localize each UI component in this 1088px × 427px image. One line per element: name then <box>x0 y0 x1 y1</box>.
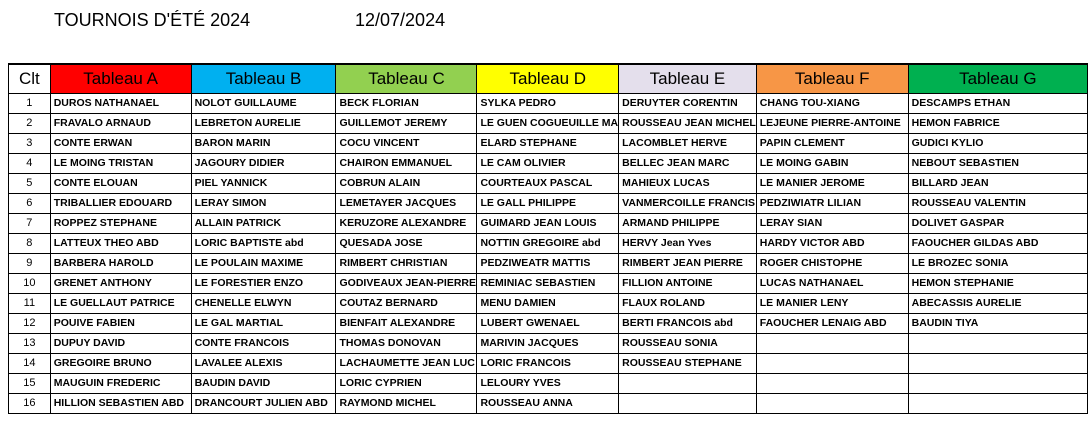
table-row <box>9 214 1088 234</box>
player-cell-f <box>756 394 908 414</box>
player-cell-f: FAOUCHER LENAIG ABD <box>756 314 908 334</box>
player-cell-d: LUBERT GWENAEL <box>477 314 619 334</box>
player-cell-c: QUESADA JOSE <box>336 234 477 254</box>
player-cell-b: DRANCOURT JULIEN ABD <box>191 394 336 414</box>
rank-cell: 6 <box>9 194 51 214</box>
column-header-g: Tableau G <box>908 64 1087 94</box>
player-cell-f: LEJEUNE PIERRE-ANTOINE <box>756 114 908 134</box>
rank-cell: 14 <box>9 354 51 374</box>
table-row <box>9 334 1088 354</box>
player-cell-g: GUDICI KYLIO <box>908 134 1087 154</box>
player-cell-a: GREGOIRE BRUNO <box>50 354 191 374</box>
player-cell-c: THOMAS DONOVAN <box>336 334 477 354</box>
player-cell-g: BAUDIN TIYA <box>908 314 1087 334</box>
player-cell-c: RIMBERT CHRISTIAN <box>336 254 477 274</box>
column-header-f: Tableau F <box>756 64 908 94</box>
header-row <box>9 64 1088 94</box>
player-cell-f: LERAY SIAN <box>756 214 908 234</box>
rank-cell: 13 <box>9 334 51 354</box>
rank-cell: 4 <box>9 154 51 174</box>
player-cell-a: BARBERA HAROLD <box>50 254 191 274</box>
player-cell-e: LACOMBLET HERVE <box>619 134 757 154</box>
table-row <box>9 94 1088 114</box>
player-cell-d: NOTTIN GREGOIRE abd <box>477 234 619 254</box>
rank-cell: 10 <box>9 274 51 294</box>
table-row <box>9 194 1088 214</box>
player-cell-a: LATTEUX THEO ABD <box>50 234 191 254</box>
player-cell-g: HEMON STEPHANIE <box>908 274 1087 294</box>
player-cell-f: LE MANIER JEROME <box>756 174 908 194</box>
player-cell-e <box>619 374 757 394</box>
tournament-date: 12/07/2024 <box>355 10 446 30</box>
table-body <box>9 94 1088 414</box>
player-cell-f: PEDZIWIATR LILIAN <box>756 194 908 214</box>
table-row <box>9 314 1088 334</box>
player-cell-b: JAGOURY DIDIER <box>191 154 336 174</box>
player-cell-b: LE POULAIN MAXIME <box>191 254 336 274</box>
player-cell-b: CONTE FRANCOIS <box>191 334 336 354</box>
player-cell-e: FLAUX ROLAND <box>619 294 757 314</box>
column-header-e: Tableau E <box>619 64 757 94</box>
player-cell-e: MAHIEUX LUCAS <box>619 174 757 194</box>
table-row <box>9 394 1088 414</box>
column-header-b: Tableau B <box>191 64 336 94</box>
player-cell-e: ARMAND PHILIPPE <box>619 214 757 234</box>
column-header-a: Tableau A <box>50 64 191 94</box>
rank-cell: 12 <box>9 314 51 334</box>
player-cell-c: KERUZORE ALEXANDRE <box>336 214 477 234</box>
player-cell-g <box>908 374 1087 394</box>
player-cell-d: PEDZIWEATR MATTIS <box>477 254 619 274</box>
player-cell-d: MARIVIN JACQUES <box>477 334 619 354</box>
player-cell-e: RIMBERT JEAN PIERRE <box>619 254 757 274</box>
table-row <box>9 354 1088 374</box>
table-row <box>9 234 1088 254</box>
table-row <box>9 294 1088 314</box>
player-cell-g: HEMON FABRICE <box>908 114 1087 134</box>
player-cell-f: LE MANIER LENY <box>756 294 908 314</box>
player-cell-b: LERAY SIMON <box>191 194 336 214</box>
player-cell-b: LAVALEE ALEXIS <box>191 354 336 374</box>
column-header-c: Tableau C <box>336 64 477 94</box>
player-cell-c: COUTAZ BERNARD <box>336 294 477 314</box>
page-title: TOURNOIS D'ÉTÉ 2024 <box>54 10 251 30</box>
player-cell-c: CHAIRON EMMANUEL <box>336 154 477 174</box>
player-cell-g: LE BROZEC SONIA <box>908 254 1087 274</box>
player-cell-a: MAUGUIN FREDERIC <box>50 374 191 394</box>
player-cell-a: HILLION SEBASTIEN ABD <box>50 394 191 414</box>
table-row <box>9 274 1088 294</box>
player-cell-e: DERUYTER CORENTIN <box>619 94 757 114</box>
player-cell-g <box>908 334 1087 354</box>
player-cell-g: DOLIVET GASPAR <box>908 214 1087 234</box>
player-cell-g: BILLARD JEAN <box>908 174 1087 194</box>
player-cell-b: PIEL YANNICK <box>191 174 336 194</box>
player-cell-a: DUPUY DAVID <box>50 334 191 354</box>
player-cell-a: CONTE ELOUAN <box>50 174 191 194</box>
player-cell-d: ROUSSEAU ANNA <box>477 394 619 414</box>
rank-cell: 11 <box>9 294 51 314</box>
player-cell-d: GUIMARD JEAN LOUIS <box>477 214 619 234</box>
player-cell-e: FILLION ANTOINE <box>619 274 757 294</box>
player-cell-g: DESCAMPS ETHAN <box>908 94 1087 114</box>
player-cell-e <box>619 394 757 414</box>
rank-cell: 9 <box>9 254 51 274</box>
rank-cell: 3 <box>9 134 51 154</box>
player-cell-b: CHENELLE ELWYN <box>191 294 336 314</box>
rank-cell: 15 <box>9 374 51 394</box>
player-cell-e: VANMERCOILLE FRANCIS <box>619 194 757 214</box>
player-cell-d: LORIC FRANCOIS <box>477 354 619 374</box>
player-cell-g <box>908 394 1087 414</box>
table-row <box>9 114 1088 134</box>
player-cell-a: POUIVE FABIEN <box>50 314 191 334</box>
player-cell-d: SYLKA PEDRO <box>477 94 619 114</box>
player-cell-c: COBRUN ALAIN <box>336 174 477 194</box>
player-cell-b: BARON MARIN <box>191 134 336 154</box>
player-cell-e: ROUSSEAU JEAN MICHEL <box>619 114 757 134</box>
player-cell-a: LE MOING TRISTAN <box>50 154 191 174</box>
rank-cell: 2 <box>9 114 51 134</box>
player-cell-d: LELOURY YVES <box>477 374 619 394</box>
player-cell-f: PAPIN CLEMENT <box>756 134 908 154</box>
player-cell-f: CHANG TOU-XIANG <box>756 94 908 114</box>
player-cell-c: GUILLEMOT JEREMY <box>336 114 477 134</box>
player-cell-c: LACHAUMETTE JEAN LUC <box>336 354 477 374</box>
player-cell-c: LORIC CYPRIEN <box>336 374 477 394</box>
table-row <box>9 174 1088 194</box>
player-cell-d: LE GUEN COGUEUILLE MA <box>477 114 619 134</box>
player-cell-a: ROPPEZ STEPHANE <box>50 214 191 234</box>
player-cell-c: RAYMOND MICHEL <box>336 394 477 414</box>
player-cell-d: REMINIAC SEBASTIEN <box>477 274 619 294</box>
player-cell-b: LORIC BAPTISTE abd <box>191 234 336 254</box>
player-cell-d: MENU DAMIEN <box>477 294 619 314</box>
player-cell-a: DUROS NATHANAEL <box>50 94 191 114</box>
rank-cell: 1 <box>9 94 51 114</box>
player-cell-f <box>756 354 908 374</box>
player-cell-g: FAOUCHER GILDAS ABD <box>908 234 1087 254</box>
player-cell-c: LEMETAYER JACQUES <box>336 194 477 214</box>
player-cell-f: LE MOING GABIN <box>756 154 908 174</box>
player-cell-d: LE CAM OLIVIER <box>477 154 619 174</box>
player-cell-g: ROUSSEAU VALENTIN <box>908 194 1087 214</box>
table-row <box>9 254 1088 274</box>
player-cell-g <box>908 354 1087 374</box>
table-row <box>9 154 1088 174</box>
player-cell-c: BIENFAIT ALEXANDRE <box>336 314 477 334</box>
player-cell-d: COURTEAUX PASCAL <box>477 174 619 194</box>
player-cell-e: ROUSSEAU SONIA <box>619 334 757 354</box>
player-cell-d: ELARD STEPHANE <box>477 134 619 154</box>
player-cell-d: LE GALL PHILIPPE <box>477 194 619 214</box>
player-cell-c: BECK FLORIAN <box>336 94 477 114</box>
player-cell-f: HARDY VICTOR ABD <box>756 234 908 254</box>
player-cell-b: LEBRETON AURELIE <box>191 114 336 134</box>
player-cell-f <box>756 374 908 394</box>
player-cell-a: TRIBALLIER EDOUARD <box>50 194 191 214</box>
player-cell-g: NEBOUT SEBASTIEN <box>908 154 1087 174</box>
player-cell-a: CONTE ERWAN <box>50 134 191 154</box>
player-cell-a: LE GUELLAUT PATRICE <box>50 294 191 314</box>
rank-cell: 8 <box>9 234 51 254</box>
player-cell-e: HERVY Jean Yves <box>619 234 757 254</box>
player-cell-g: ABECASSIS AURELIE <box>908 294 1087 314</box>
player-cell-b: BAUDIN DAVID <box>191 374 336 394</box>
rank-cell: 7 <box>9 214 51 234</box>
table-row <box>9 134 1088 154</box>
player-cell-b: LE FORESTIER ENZO <box>191 274 336 294</box>
player-cell-c: GODIVEAUX JEAN-PIERRE <box>336 274 477 294</box>
player-cell-f <box>756 334 908 354</box>
results-table <box>8 63 1088 414</box>
player-cell-f: ROGER CHISTOPHE <box>756 254 908 274</box>
player-cell-b: LE GAL MARTIAL <box>191 314 336 334</box>
player-cell-a: FRAVALO ARNAUD <box>50 114 191 134</box>
table-row <box>9 374 1088 394</box>
player-cell-c: COCU VINCENT <box>336 134 477 154</box>
player-cell-b: NOLOT GUILLAUME <box>191 94 336 114</box>
player-cell-e: ROUSSEAU STEPHANE <box>619 354 757 374</box>
player-cell-e: BERTI FRANCOIS abd <box>619 314 757 334</box>
column-header-d: Tableau D <box>477 64 619 94</box>
player-cell-f: LUCAS NATHANAEL <box>756 274 908 294</box>
rank-cell: 5 <box>9 174 51 194</box>
rank-cell: 16 <box>9 394 51 414</box>
player-cell-e: BELLEC JEAN MARC <box>619 154 757 174</box>
player-cell-b: ALLAIN PATRICK <box>191 214 336 234</box>
player-cell-a: GRENET ANTHONY <box>50 274 191 294</box>
clt-header: Clt <box>9 64 51 94</box>
